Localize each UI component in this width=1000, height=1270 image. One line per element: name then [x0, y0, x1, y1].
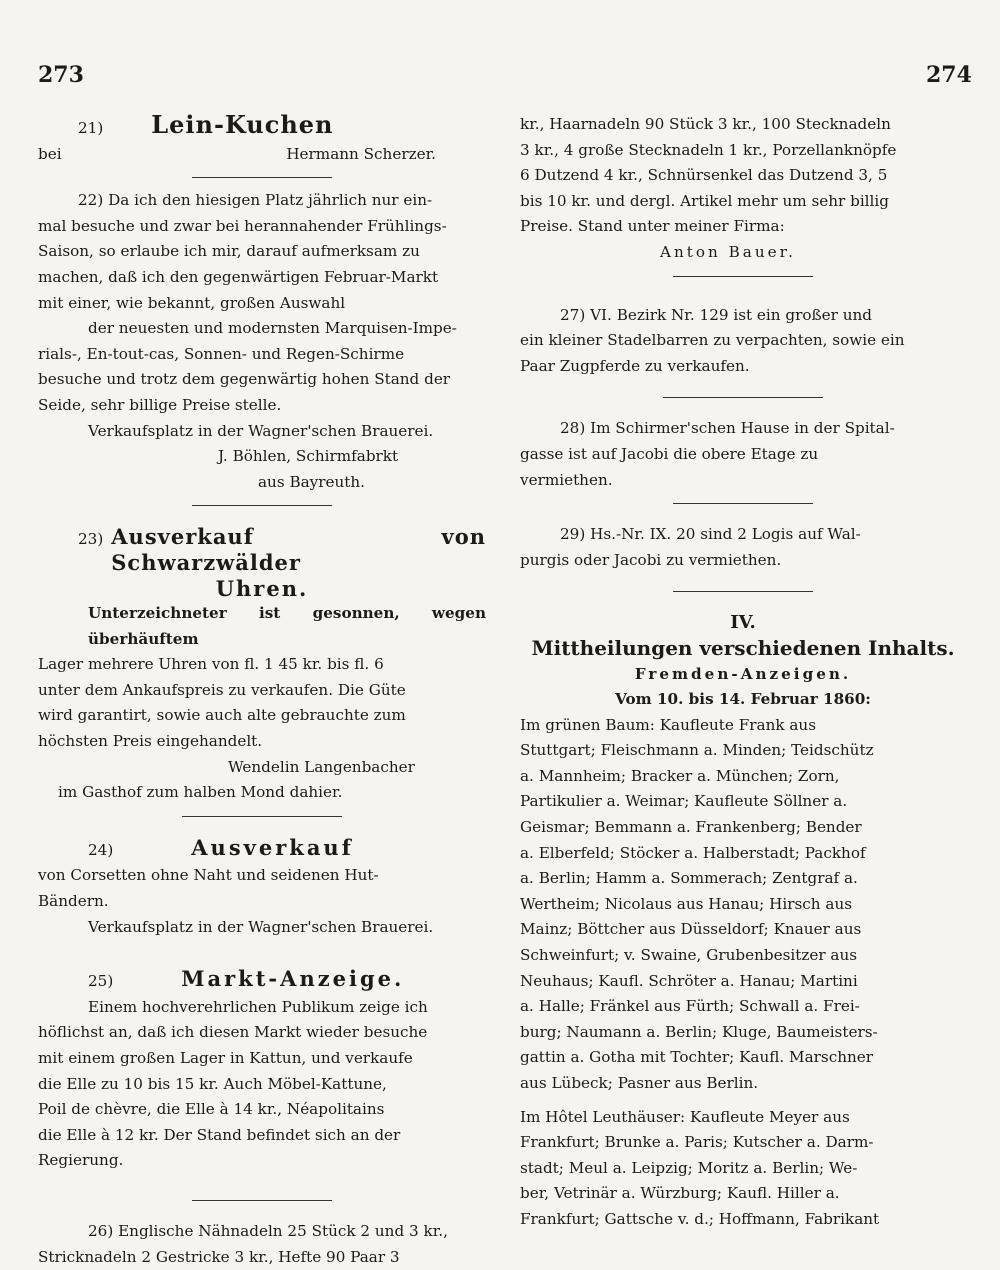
entry-number: 24) [88, 840, 114, 859]
entry-line: die Elle à 12 kr. Der Stand befindet sich an der [38, 1125, 401, 1144]
entry-line: Geismar; Bemmann a. Frankenberg; Bender [520, 818, 862, 837]
entry-line: aus Lübeck; Pasner aus Berlin. [520, 1074, 759, 1092]
page-number-left: 273 [38, 62, 84, 88]
entry-line: Einem hochverehrlichen Publikum zeige ich [88, 997, 428, 1016]
entry-title: Lein-Kuchen [151, 110, 334, 139]
entry-number: 25) [88, 972, 114, 991]
section-number: IV. [730, 612, 756, 634]
entry-26-continued [520, 112, 966, 266]
divider [673, 276, 813, 277]
entry-title-cont: Uhren. [215, 575, 309, 601]
divider [673, 591, 813, 592]
entry-22 [38, 188, 486, 495]
entry-28 [520, 416, 966, 493]
entry-line: mit einer, wie bekannt, großen Auswahl [38, 293, 346, 312]
entry-line: a. Halle; Fränkel aus Fürth; Schwall a. Frei- [520, 997, 860, 1016]
entry-line: a. Mannheim; Bracker a. München; Zorn, [520, 766, 840, 785]
entry-25 [38, 966, 486, 1174]
entry-signature: Wendelin Langenbacher [228, 757, 415, 776]
entry-line: stadt; Meul a. Leipzig; Moritz a. Berlin; We- [520, 1158, 858, 1177]
entry-line: von Corsetten ohne Naht und seidenen Hut- [38, 866, 379, 885]
entry-line: 3 kr., 4 große Stecknadeln 1 kr., Porzellanknöpfe [520, 140, 897, 159]
entry-line: bis 10 kr. und dergl. Artikel mehr um sehr billig [520, 191, 889, 210]
entry-line: purgis oder Jacobi zu vermiethen. [520, 550, 782, 569]
entry-line: 27) VI. Bezirk Nr. 129 ist ein großer und [560, 305, 873, 324]
entry-line: Poil de chèvre, die Elle à 14 kr., Néapolitains [38, 1100, 385, 1119]
divider [192, 177, 332, 178]
entry-line: wird garantirt, sowie auch alte gebrauchte zum [38, 706, 406, 725]
entry-line: Stuttgart; Fleischmann a. Minden; Teidschütz [520, 741, 874, 760]
entry-line: Seide, sehr billige Preise stelle. [38, 395, 282, 414]
entry-23 [38, 524, 486, 806]
entry-line: a. Elberfeld; Stöcker a. Halberstadt; Packhof [520, 843, 866, 862]
entry-line: Bändern. [38, 892, 109, 911]
entry-line: 6 Dutzend 4 kr., Schnürsenkel das Dutzend 3, 5 [520, 166, 888, 185]
entry-line: Regierung. [38, 1151, 124, 1170]
entry-line: Mainz; Böttcher aus Düsseldorf; Knauer aus [520, 920, 862, 939]
entry-line: besuche und trotz dem gegenwärtig hohen Stand der [38, 370, 451, 389]
entry-line: ber, Vetrinär a. Würzburg; Kaufl. Hiller a. [520, 1184, 840, 1203]
divider [182, 816, 342, 817]
entry-line: a. Berlin; Hamm a. Sommerach; Zentgraf a. [520, 869, 858, 888]
entry-line: Im grünen Baum: Kaufleute Frank aus [520, 715, 817, 734]
entry-title: Ausverkauf von Schwarzwälder [111, 524, 486, 575]
entry-line: kr., Haarnadeln 90 Stück 3 kr., 100 Stecknadeln [520, 115, 891, 133]
entry-line: mit einem großen Lager in Kattun, und verkaufe [38, 1049, 413, 1067]
entry-line: 28) Im Schirmer'schen Hause in der Spital- [560, 419, 895, 438]
section-dates: Vom 10. bis 14. Februar 1860: [615, 690, 871, 709]
entry-line: der neuesten und modernsten Marquisen-Impe- [88, 319, 457, 338]
entry-24 [38, 835, 486, 940]
entry-line: Lager mehrere Uhren von fl. 1 45 kr. bis fl. 6 [38, 655, 384, 674]
entry-place: Verkaufsplatz in der Wagner'schen Brauerei. [88, 421, 434, 440]
entry-line: 29) Hs.-Nr. IX. 20 sind 2 Logis auf Wal- [560, 525, 861, 544]
entry-line: höchsten Preis eingehandelt. [38, 732, 263, 751]
entry-title: Ausverkauf [191, 834, 354, 860]
entry-line: die Elle zu 10 bis 15 kr. Auch Möbel-Kattune, [38, 1074, 387, 1093]
entry-number: 21) [78, 119, 104, 137]
entry-line: unter dem Ankaufspreis zu verkaufen. Die Güte [38, 680, 406, 699]
entry-signature-location: aus Bayreuth. [258, 472, 365, 491]
entry-line: Frankfurt; Brunke a. Paris; Kutscher a. Darm- [520, 1133, 874, 1152]
page-number-right: 274 [926, 62, 972, 88]
entry-line: Partikulier a. Weimar; Kaufleute Söllner a. [520, 792, 848, 811]
entry-line: mal besuche und zwar bei herannahender Frühlings- [38, 216, 447, 235]
section-subtitle: Fremden-Anzeigen. [634, 664, 852, 683]
entry-line: Im Hôtel Leuthäuser: Kaufleute Meyer aus [520, 1107, 850, 1126]
entry-26 [38, 1219, 486, 1270]
entry-27 [520, 303, 966, 380]
entry-text: bei [38, 144, 62, 163]
entry-line: Saison, so erlaube ich mir, darauf aufmerksam zu [38, 242, 420, 261]
entry-place: Verkaufsplatz in der Wagner'schen Brauerei. [88, 917, 434, 936]
entry-line: Wertheim; Nicolaus aus Hanau; Hirsch aus [520, 894, 853, 913]
entry-29 [520, 522, 966, 573]
section-title: Mittheilungen verschiedenen Inhalts. [531, 635, 955, 660]
entry-line: Stricknadeln 2 Gestricke 3 kr., Hefte 90 Paar 3 [38, 1247, 400, 1266]
entry-line: machen, daß ich den gegenwärtigen Februar-Markt [38, 267, 439, 286]
entry-line: Paar Zugpferde zu verkaufen. [520, 356, 750, 375]
divider [673, 503, 813, 504]
entry-21 [38, 112, 486, 167]
entry-line: höflichst an, daß ich diesen Markt wieder besuche [38, 1023, 428, 1042]
entry-signature: Hermann Scherzer. [286, 144, 436, 163]
entry-line: Frankfurt; Gattsche v. d.; Hoffmann, Fabrikant [520, 1209, 880, 1228]
hotel-gruener-baum [520, 713, 966, 1097]
hotel-leuthaeuser [520, 1105, 966, 1233]
divider [192, 1200, 332, 1201]
entry-line: 22) Da ich den hiesigen Platz jährlich nur ein- [78, 191, 433, 210]
left-column [38, 112, 486, 1270]
divider [192, 505, 332, 506]
entry-signature-location: im Gasthof zum halben Mond dahier. [58, 783, 343, 802]
right-column [520, 112, 966, 1233]
entry-line: 26) Englische Nähnadeln 25 Stück 2 und 3 kr., [88, 1221, 448, 1240]
entry-number: 23) [78, 530, 104, 549]
entry-line: burg; Naumann a. Berlin; Kluge, Baumeisters- [520, 1022, 878, 1041]
entry-line: rials-, En-tout-cas, Sonnen- und Regen-Schirme [38, 344, 405, 363]
entry-signature: Anton Bauer. [660, 242, 797, 261]
entry-signature: J. Böhlen, Schirmfabrkt [218, 447, 399, 466]
entry-line: ein kleiner Stadelbarren zu verpachten, sowie ein [520, 331, 905, 350]
entry-line: Neuhaus; Kaufl. Schröter a. Hanau; Martini [520, 971, 858, 990]
entry-line: vermiethen. [520, 470, 613, 489]
divider [663, 397, 823, 398]
entry-line: gasse ist auf Jacobi die obere Etage zu [520, 444, 819, 463]
entry-line: Preise. Stand unter meiner Firma: [520, 217, 785, 236]
entry-line: Unterzeichneter ist gesonnen, wegen überhäuftem [88, 604, 486, 648]
entry-line: Schweinfurt; v. Swaine, Grubenbesitzer aus [520, 946, 858, 965]
entry-title: Markt-Anzeige. [181, 966, 405, 992]
entry-line: gattin a. Gotha mit Tochter; Kaufl. Marschner [520, 1048, 874, 1067]
